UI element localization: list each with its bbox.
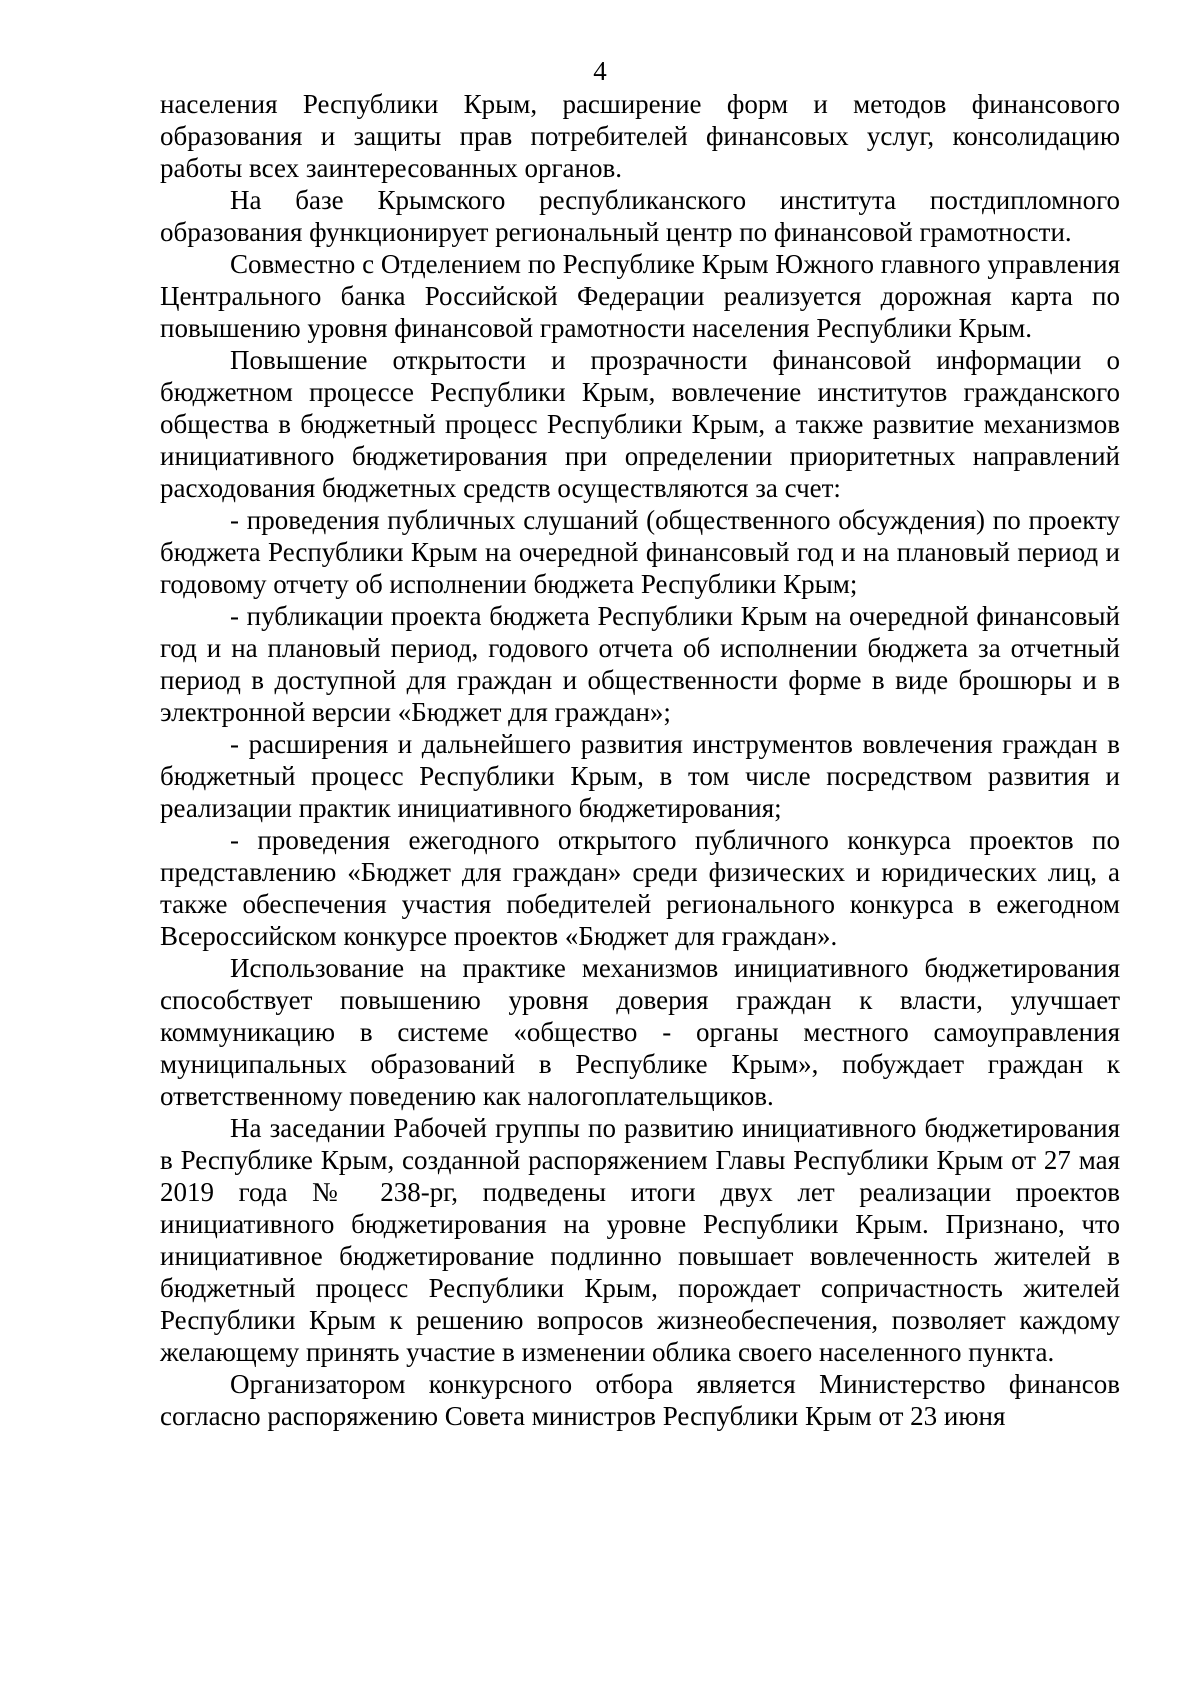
paragraph-training-center: На базе Крымского республиканского института постдипломного образования функционирует региональный центр по финансовой грамотности. <box>160 185 1120 247</box>
paragraph-roadmap: Совместно с Отделением по Республике Крым Южного главного управления Центрального банка Российской Федерации реализуется дорожная карта по повышению уровня финансовой грамотности населения Республики Крым. <box>160 249 1120 343</box>
document-body <box>160 88 1120 1432</box>
list-item-publication: - публикации проекта бюджета Республики Крым на очередной финансовый год и на плановый период, годового отчета об исполнении бюджета за отчетный период в доступной для граждан и общественности форме в виде брошюры и в электронной версии «Бюджет для граждан»; <box>160 601 1120 727</box>
list-item-tools-expansion: - расширения и дальнейшего развития инструментов вовлечения граждан в бюджетный процесс Республики Крым, в том числе посредством развития и реализации практик инициативного бюджетирования; <box>160 729 1120 823</box>
paragraph-practice: Использование на практике механизмов инициативного бюджетирования способствует повышению уровня доверия граждан к власти, улучшает коммуникацию в системе «общество - органы местного самоуправления муниципальных образований в Республике Крым», побуждает граждан к ответственному поведению как налогоплательщиков. <box>160 953 1120 1111</box>
page-number: 4 <box>593 56 607 86</box>
list-item-public-hearings: - проведения публичных слушаний (общественного обсуждения) по проекту бюджета Республики Крым на очередной финансовый год и на плановый период и годовому отчету об исполнении бюджета Республики Крым; <box>160 505 1120 599</box>
paragraph-continuation: населения Республики Крым, расширение форм и методов финансового образования и защиты прав потребителей финансовых услуг, консолидацию работы всех заинтересованных органов. <box>160 89 1120 183</box>
list-item-annual-contest: - проведения ежегодного открытого публичного конкурса проектов по представлению «Бюджет для граждан» среди физических и юридических лиц, а также обеспечения участия победителей регионального конкурса в ежегодном Всероссийском конкурсе проектов «Бюджет для граждан». <box>160 825 1120 951</box>
paragraph-organizer: Организатором конкурсного отбора является Министерство финансов согласно распоряжению Совета министров Республики Крым от 23 июня <box>160 1369 1120 1431</box>
paragraph-working-group: На заседании Рабочей группы по развитию инициативного бюджетирования в Республике Крым, созданной распоряжением Главы Республики Крым от 27 мая 2019 года № 238-рг, подведены итоги двух лет реализации проектов инициативного бюджетирования на уровне Республики Крым. Признано, что инициативное бюджетирование подлинно повышает вовлеченность жителей в бюджетный процесс Республики Крым, порождает сопричастность жителей Республики Крым к решению вопросов жизнеобеспечения, позволяет каждому желающему принять участие в изменении облика своего населенного пункта. <box>160 1113 1120 1367</box>
paragraph-openness: Повышение открытости и прозрачности финансовой информации о бюджетном процессе Республики Крым, вовлечение институтов гражданского общества в бюджетный процесс Республики Крым, а также развитие механизмов инициативного бюджетирования при определении приоритетных направлений расходования бюджетных средств осуществляются за счет: <box>160 345 1120 503</box>
